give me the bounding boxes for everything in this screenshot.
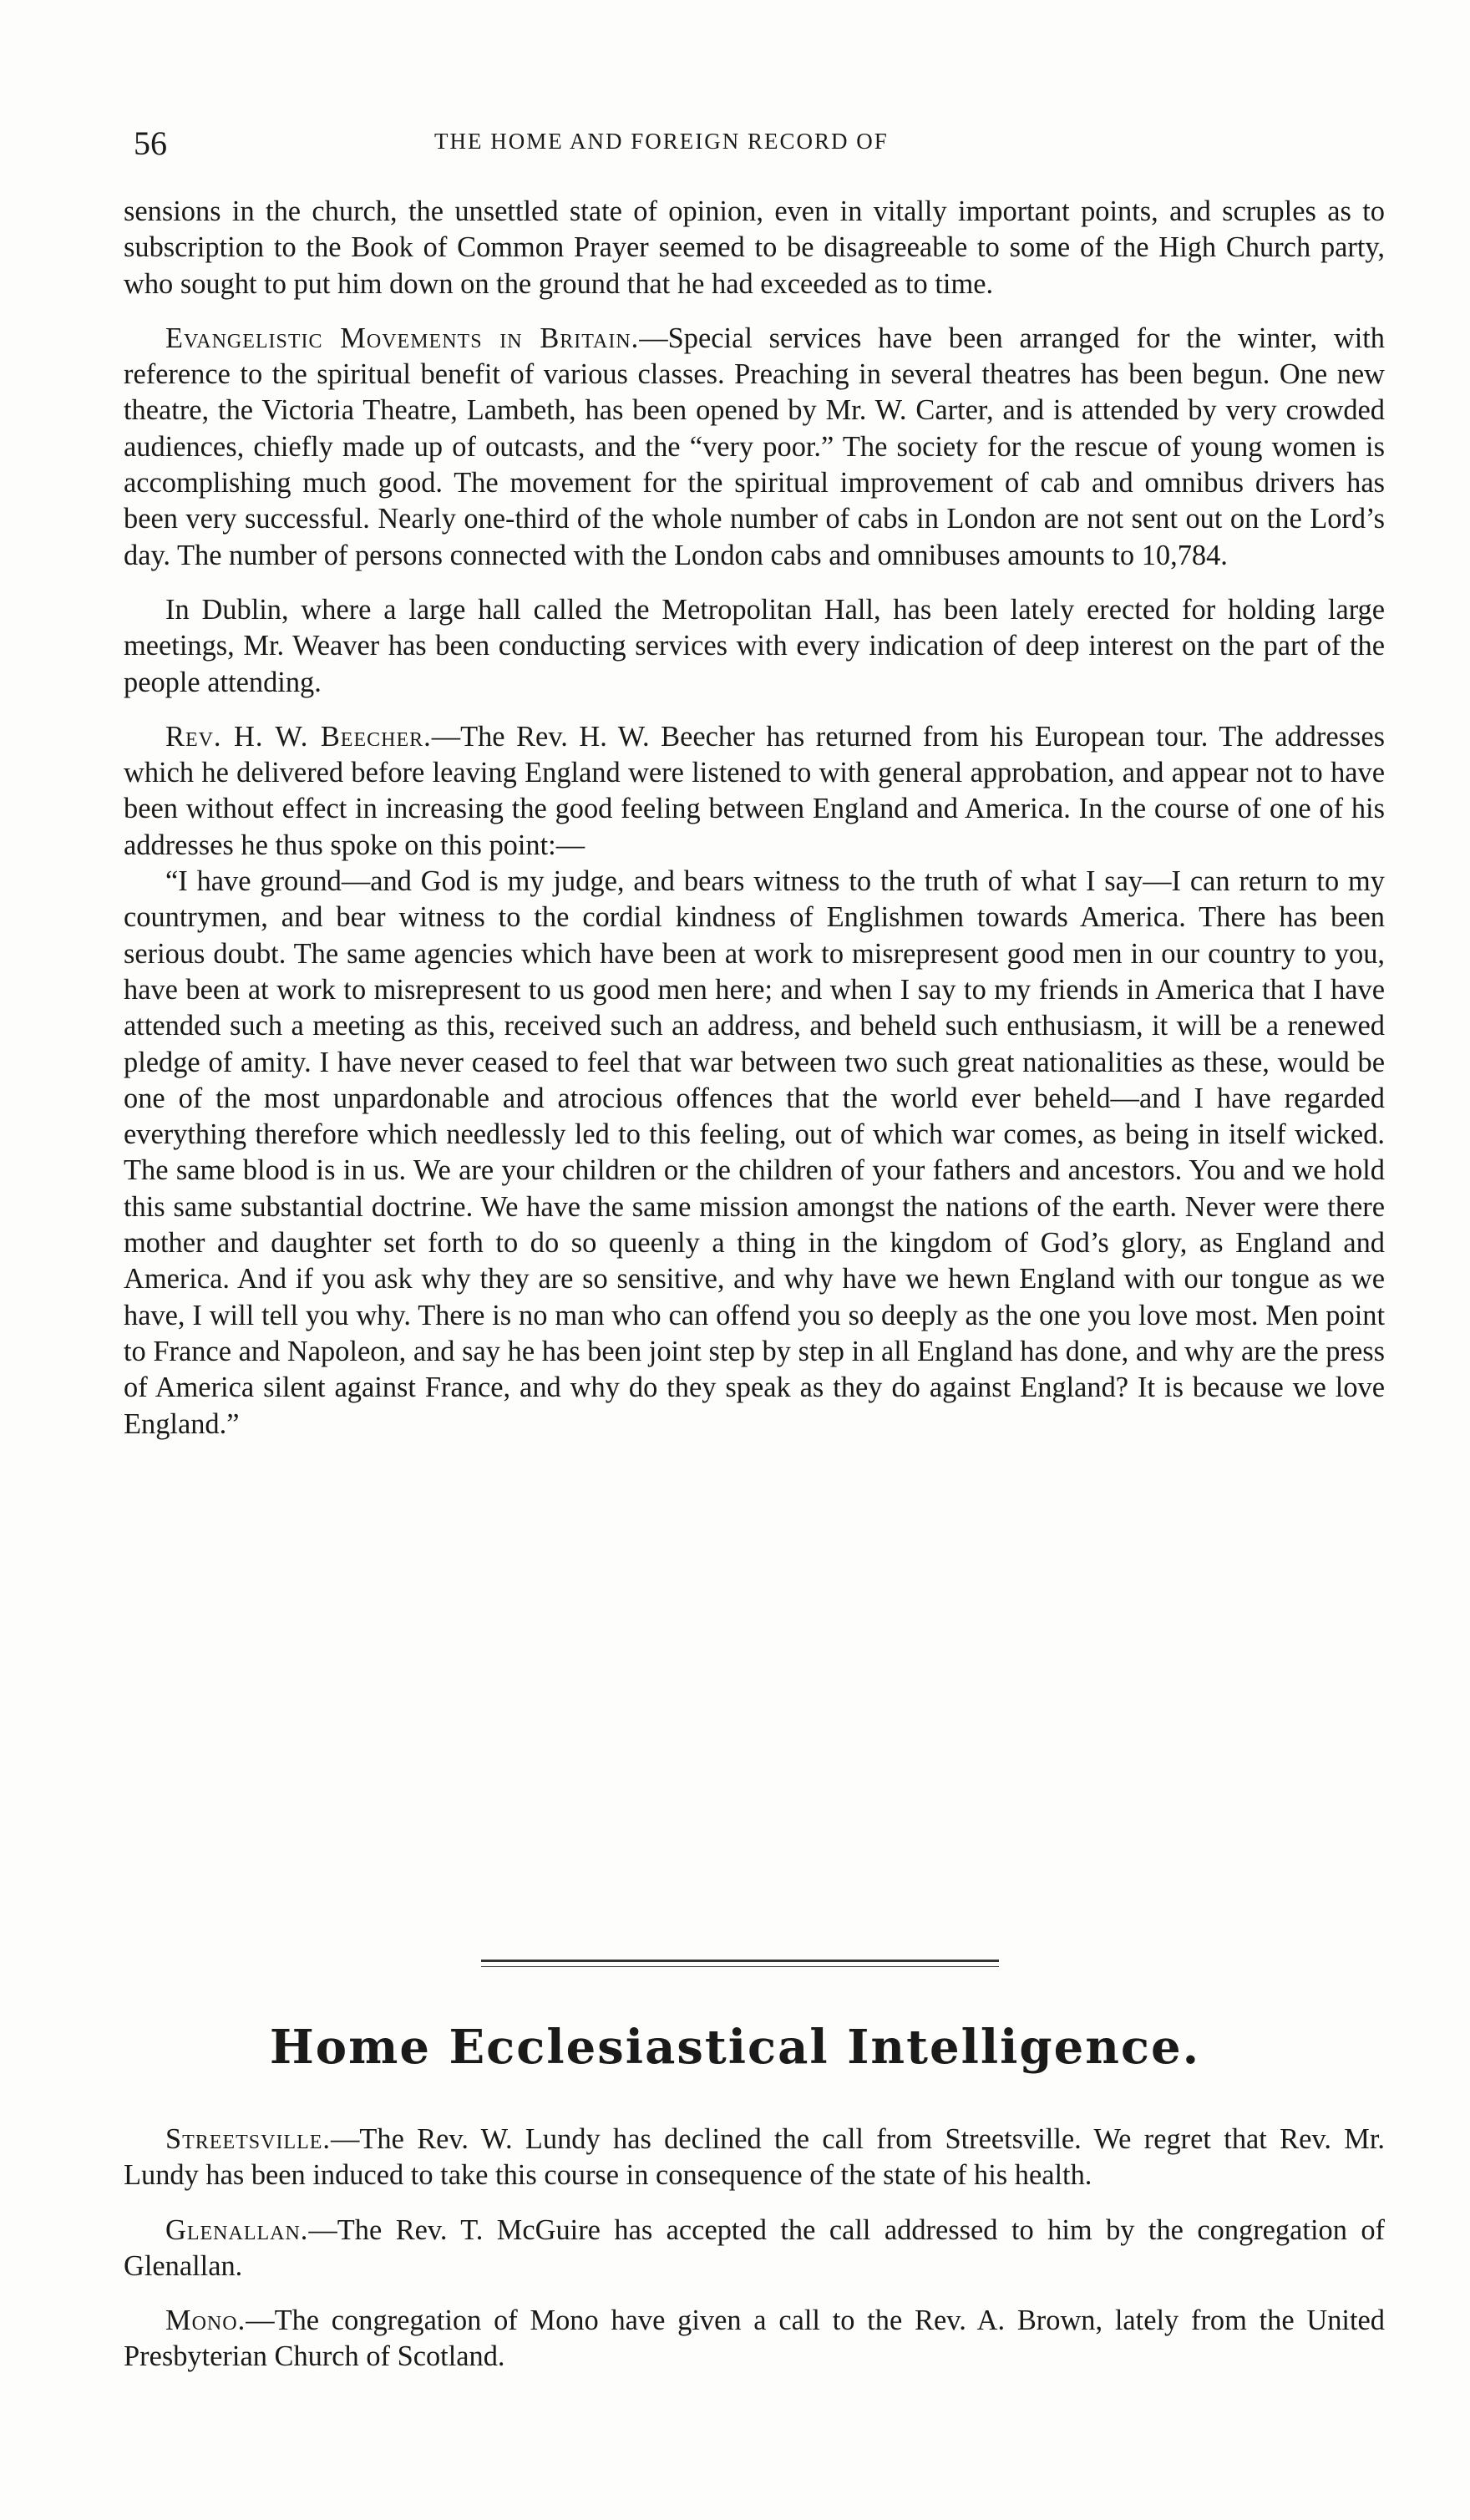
evangelistic-heading: Evangelistic Movements in Britain. — [165, 322, 640, 354]
mono-paragraph — [124, 2303, 1385, 2375]
mono-body: —The congregation of Mono have given a call to the Rev. A. Brown, lately from the United Presbyterian Church of Scotland. — [124, 2305, 1385, 2373]
section-divider-thick — [481, 1960, 999, 1962]
beecher-quote-text: “I have ground—and God is my judge, and bears witness to the truth of what I say—I can return to my countrymen, and bear witness to the cordial kindness of Englishmen towards America. There has been serious doubt. The same agencies which have been at work to misrepresent good men in our country to you, have been at work to misrepresent to us good men here; and when I say to my friends in America that I have attended such a meeting as this, received such an address, and beheld such enthusiasm, it will be a renewed pledge of amity. I have never ceased to feel that war between two such great nationalities as these, would be one of the most unpardonable and atrocious offences that the world ever beheld—and I have regarded everything therefore which needlessly led to this feeling, out of which war comes, as being in itself wicked. The same blood is in us. We are your children or the children of your fathers and ancestors. You and we hold this same substantial doctrine. We have the same mission amongst the nations of the earth. Never were there mother and daughter set forth to do so queenly a thing in the kingdom of God’s glory, as England and America. And if you ask why they are so sensitive, and why have we hewn England with our tongue as we have, I will tell you why. There is no man who can offend you so deeply as the one you love most. Men point to France and Napoleon, and say he has been joint step by step in all England has done, and why are the press of America silent against France, and why do they speak as they do against England? It is because we love England.” — [124, 865, 1385, 1440]
glenallan-body: —The Rev. T. McGuire has accepted the call addressed to him by the congregation of Glenallan. — [124, 2213, 1385, 2282]
beecher-heading: Rev. H. W. Beecher. — [165, 720, 432, 753]
section-divider-thin — [481, 1966, 999, 1967]
streetsville-paragraph — [124, 2122, 1385, 2194]
glenallan-paragraph — [124, 2213, 1385, 2285]
evangelistic-body: —Special services have been arranged for the winter, with reference to the spiritual benefit of various classes. Preaching in several theatres has been begun. One new theatre, the Victoria Theatre, Lambeth, has been opened by Mr. W. Carter, and is attended by very crowded audiences, chiefly made up of outcasts, and the “very poor.” The society for the rescue of young women is accomplishing much good. The movement for the spiritual improvement of cab and omnibus drivers has been very successful. Nearly one-third of the whole number of cabs in London are not sent out on the Lord’s day. The number of persons connected with the London cabs and omnibuses amounts to 10,784. — [124, 322, 1385, 571]
evangelistic-paragraph — [124, 321, 1385, 574]
main-column — [124, 194, 1385, 1443]
streetsville-heading: Streetsville. — [165, 2123, 332, 2155]
section-title: Home Ecclesiastical Intelligence. — [269, 2020, 1201, 2075]
dublin-text: In Dublin, where a large hall called the Metropolitan Hall, has been lately erected for holding large meetings, Mr. Weaver has been conducting services with every indication of deep interest on the part of the people attending. — [124, 593, 1385, 698]
beecher-paragraph — [124, 719, 1385, 864]
beecher-quote — [124, 864, 1385, 1443]
intelligence-column — [124, 2122, 1385, 2375]
glenallan-heading: Glenallan. — [165, 2213, 309, 2246]
continued-paragraph — [124, 194, 1385, 302]
running-head: THE HOME AND FOREIGN RECORD OF — [434, 129, 889, 154]
page-number: 56 — [134, 124, 167, 162]
beecher-body: —The Rev. H. W. Beecher has returned from his European tour. The addresses which he delivered before leaving England were listened to with general approbation, and appear not to have been without effect in increasing the good feeling between England and America. In the course of one of his addresses he thus spoke on this point:— — [124, 720, 1385, 861]
continued-text: sensions in the church, the unsettled state of opinion, even in vitally important points, and scruples as to subscription to the Book of Common Prayer seemed to be disagreeable to some of the High Church party, who sought to put him down on the ground that he had exceeded as to time. — [124, 195, 1385, 300]
mono-heading: Mono. — [165, 2305, 246, 2337]
dublin-paragraph — [124, 592, 1385, 701]
streetsville-body: —The Rev. W. Lundy has declined the call from Streetsville. We regret that Rev. Mr. Lundy has been induced to take this course in consequence of the state of his health. — [124, 2123, 1385, 2192]
page-header — [134, 124, 1386, 174]
